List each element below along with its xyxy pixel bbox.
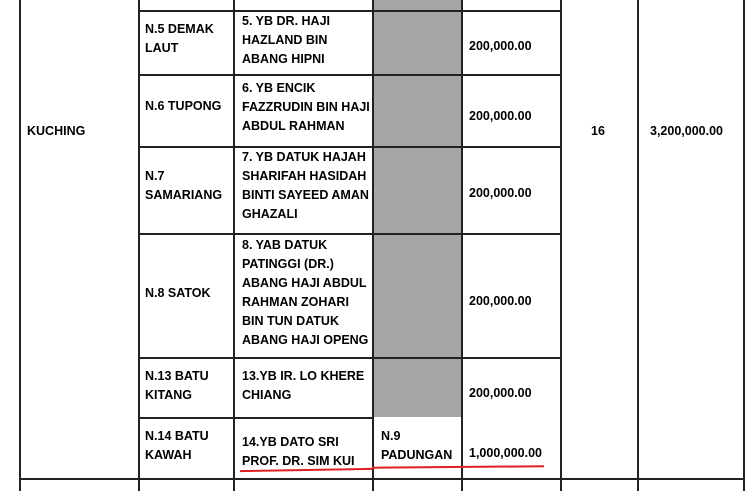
table-border	[138, 74, 562, 76]
constituency-cell: N.7 SAMARIANG	[145, 169, 223, 202]
total-count: 16	[591, 124, 605, 138]
shaded-cell	[373, 359, 462, 417]
amount-cell: 200,000.00	[469, 39, 532, 53]
red-underline	[372, 465, 544, 469]
district-name: KUCHING	[27, 124, 86, 138]
amount-cell: 200,000.00	[469, 186, 532, 200]
table-border	[138, 357, 562, 359]
constituency-cell: N.8 SATOK	[145, 286, 211, 300]
table-border	[743, 0, 745, 491]
shaded-cell	[373, 12, 462, 74]
table-border	[19, 478, 744, 480]
table-border	[637, 0, 639, 491]
representative-cell: 8. YAB DATUK PATINGGI (DR.) ABANG HAJI ABDUL RAHMAN ZOHARI BIN TUN DATUK ABANG HAJI OPENG	[242, 238, 369, 347]
table-border	[138, 10, 562, 12]
constituency-cell: N.13 BATU KITANG	[145, 369, 209, 402]
amount-cell: 200,000.00	[469, 294, 532, 308]
amount-cell: 200,000.00	[469, 109, 532, 123]
amount-cell: 1,000,000.00	[469, 446, 542, 460]
shaded-cell	[373, 148, 462, 233]
table-border	[19, 0, 21, 491]
constituency-cell: N.5 DEMAK LAUT	[145, 22, 214, 55]
shaded-cell	[373, 0, 462, 10]
table-border	[138, 417, 372, 419]
representative-cell: 13.YB IR. LO KHERE CHIANG	[242, 369, 365, 402]
constituency-cell: N.6 TUPONG	[145, 99, 222, 113]
shaded-cell	[373, 76, 462, 146]
table-border	[138, 233, 562, 235]
representative-cell: 14.YB DATO SRI PROF. DR. SIM KUI	[242, 435, 355, 468]
moved-to-cell: N.9 PADUNGAN	[381, 429, 453, 462]
representative-cell: 6. YB ENCIK FAZZRUDIN BIN HAJI ABDUL RAHMAN	[242, 81, 370, 133]
constituency-cell: N.14 BATU KAWAH	[145, 429, 209, 462]
total-amount: 3,200,000.00	[650, 124, 723, 138]
representative-cell: 5. YB DR. HAJI HAZLAND BIN ABANG HIPNI	[242, 14, 330, 66]
shaded-cell	[373, 235, 462, 357]
representative-cell: 7. YB DATUK HAJAH SHARIFAH HASIDAH BINTI SAYEED AMAN GHAZALI	[242, 150, 369, 221]
amount-cell: 200,000.00	[469, 386, 532, 400]
